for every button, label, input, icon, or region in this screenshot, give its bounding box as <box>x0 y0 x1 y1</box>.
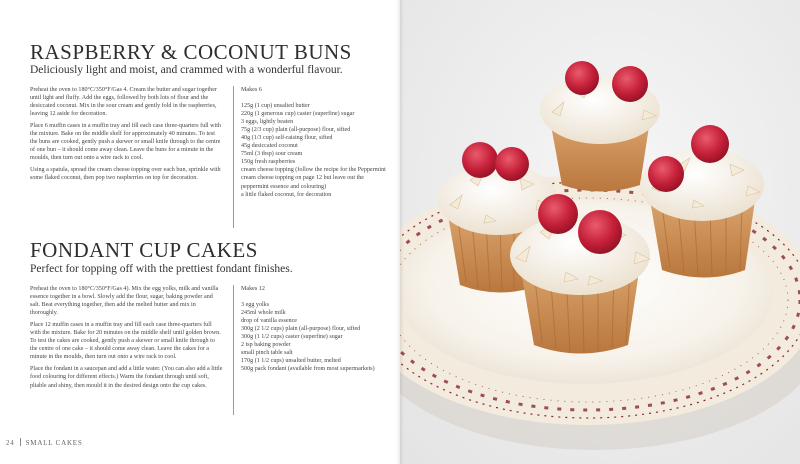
ingredient-item: 220g (1 generous cup) caster (superfine) sugar <box>241 111 355 118</box>
page-fold <box>396 0 404 464</box>
ingredient-item: 300g (2 1/2 cups) plain (all-purpose) flour, sifted <box>241 326 361 333</box>
ingredient-item: 75g (2/3 cup) plain (all-purpose) flour, sifted <box>241 127 351 134</box>
ingredient-item: 150g fresh raspberries <box>241 159 296 166</box>
footer-divider <box>20 438 21 446</box>
recipe-subtitle: Deliciously light and moist, and crammed with a wonderful flavour. <box>30 64 343 76</box>
recipe-method <box>30 86 223 187</box>
ingredient-item: cream cheese topping (follow the recipe for the Peppermint cream cheese topping on page 12 but leave out the peppermint essence and colouring) <box>241 167 386 190</box>
recipe-title: RASPBERRY & COCONUT BUNS <box>30 40 352 64</box>
column-divider <box>233 285 234 415</box>
ingredient-item: a little flaked coconut, for decoration <box>241 191 332 198</box>
method-paragraph: Using a spatula, spread the cream cheese topping over each bun, sprinkle with some flaked coconut, then pop two raspberries on top for decoration. <box>30 167 221 182</box>
ingredient-item: 245ml whole milk <box>241 310 286 317</box>
ingredient-item: 3 egg yolks <box>241 302 270 309</box>
ingredient-list <box>241 285 389 373</box>
ingredient-item: 75ml (3 tbsp) sour cream <box>241 151 303 158</box>
recipe-method <box>30 285 223 394</box>
method-paragraph: Place the fondant in a saucepan and add a little water. (You can also add a little food colouring for different effects.) Warm the fondant through until soft, pliable and shiny, then mould it in the desired design onto the cup cakes. <box>30 366 223 389</box>
yield-text: Makes 6 <box>241 87 262 93</box>
ingredient-item: 500g pack fondant (available from most supermarkets) <box>241 366 375 373</box>
page-footer <box>6 438 83 447</box>
method-paragraph: Place 6 muffin cases in a muffin tray and fill each case three-quarters full with the mixture. Bake on the middle shelf for approximately 40 minutes. To test the buns are cooked, gently push a skewer or small knife through to the centre of one bun – it should come away clean. Leave the buns for a minute in the moulds, then turn out onto a wire rack to cool. <box>30 123 221 162</box>
recipe-title: FONDANT CUP CAKES <box>30 238 258 262</box>
recipe-subtitle: Perfect for topping off with the prettiest fondant finishes. <box>30 263 293 275</box>
method-paragraph: Preheat the oven to 180°C/350°F/Gas 4. Cream the butter and sugar together until light and fluffy. Add the eggs, followed by both lots of flour and the desiccated coconut. Mix in the sour cream and gently fold in the raspberries, leaving 12 aside for decoration. <box>30 87 217 118</box>
right-page <box>400 0 800 464</box>
page-number: 24 <box>6 439 15 447</box>
ingredient-item: 300g (1 1/2 cups) caster (superfine) sugar <box>241 334 343 341</box>
ingredient-item: 170g (1 1/2 cups) unsalted butter, melted <box>241 358 341 365</box>
ingredient-item: 45g desiccated coconut <box>241 143 298 150</box>
method-paragraph: Place 12 muffin cases in a muffin tray and fill each case three-quarters full with the mixture. Bake for 20 minutes on the middle shelf until golden brown. To test the cakes are cooked, gently push a skewer or small knife through to the centre of one cake – it should come away clean. Leave the cakes for a minute in the moulds, then turn out onto a wire rack to cool. <box>30 322 221 361</box>
ingredient-item: small pinch table salt <box>241 350 293 357</box>
cupcake-photo <box>400 0 800 464</box>
ingredient-item: 40g (1/3 cup) self-raising flour, sifted <box>241 135 333 142</box>
ingredient-item: drop of vanilla essence <box>241 318 298 325</box>
ingredient-list <box>241 86 389 199</box>
column-divider <box>233 86 234 228</box>
method-paragraph: Preheat the oven to 180°C/350°F/Gas 4). Mix the egg yolks, milk and vanilla essence together in a bowl. Slowly add the flour, sugar, baking powder and salt. Beat everything together, then add the melted butter and mix in thoroughly. <box>30 286 219 317</box>
ingredient-item: 125g (1 cup) unsalted butter <box>241 103 310 110</box>
ingredient-item: 2 tsp baking powder <box>241 342 291 349</box>
section-name: SMALL CAKES <box>25 439 83 447</box>
yield-text: Makes 12 <box>241 286 265 292</box>
ingredient-item: 3 eggs, lightly beaten <box>241 119 294 126</box>
